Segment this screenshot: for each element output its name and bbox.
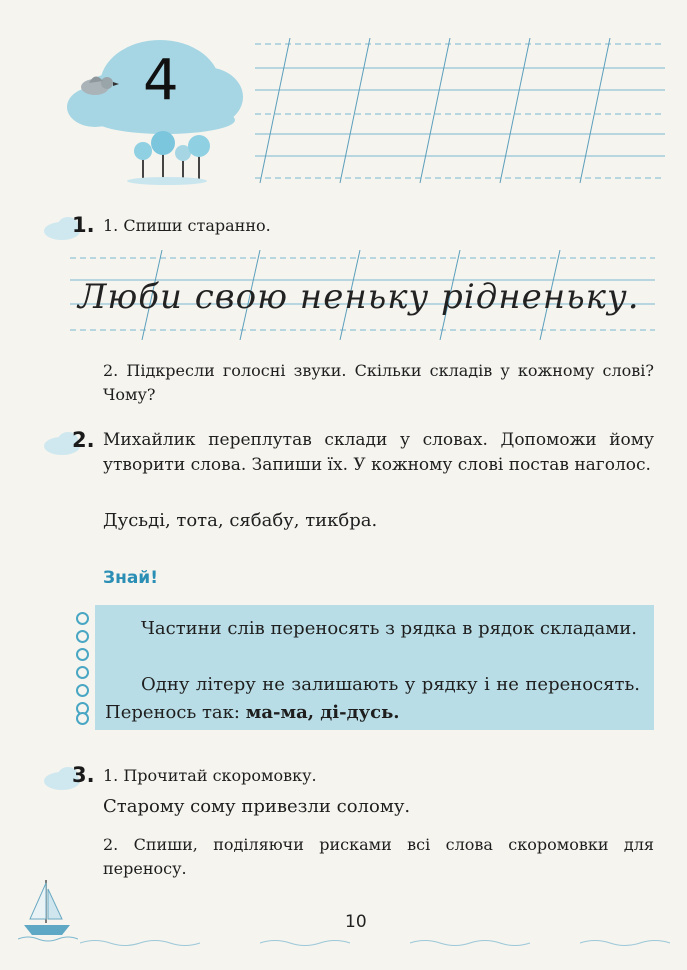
page-number: 10 [345,912,367,932]
know-line-2-text: Одну літеру не залишають у рядку і не переносять. Перенось так: [105,674,640,723]
exercise-3-task-2: 2. Спиши, поділяючи рисками всі слова скоромовки для переносу. [103,835,654,878]
exercise-2-text: Михайлик переплутав склади у словах. Допоможи йому утворити слова. Запиши їх. У кожному слові постав наголос. [103,430,654,475]
sailboat-icon [18,875,78,945]
exercise-3-task-1: 1. Прочитай скоромовку. [103,766,317,785]
trees-icon [127,131,210,185]
exercise-1-number: 1. [72,213,95,237]
cursive-sample: Люби свою неньку рідненьку. [78,277,640,317]
exercise-1-task-2: 2. Підкресли голосні звуки. Скільки складів у кожному слові? Чому? [103,361,654,404]
know-heading: Знай! [103,568,158,588]
know-line-2 [105,671,640,727]
know-line-2-example: ма-ма, ді-дусь. [245,702,400,723]
exercise-3-tongue-twister: Старому сому привезли солому. [103,796,411,817]
know-line-1: Частини слів переносять з рядка в рядок складами. [141,618,637,639]
exercise-2-words: Дусьді, тота, сябабу, тикбра. [103,510,378,531]
waves-decoration [80,935,680,949]
exercise-3-number: 3. [72,763,95,787]
lesson-number: 4 [143,48,179,113]
know-rule-box [95,605,654,730]
exercise-2-number: 2. [72,428,95,452]
header-writing-lines [250,38,670,188]
exercise-1-task-1: 1. Спиши старанно. [103,216,271,235]
